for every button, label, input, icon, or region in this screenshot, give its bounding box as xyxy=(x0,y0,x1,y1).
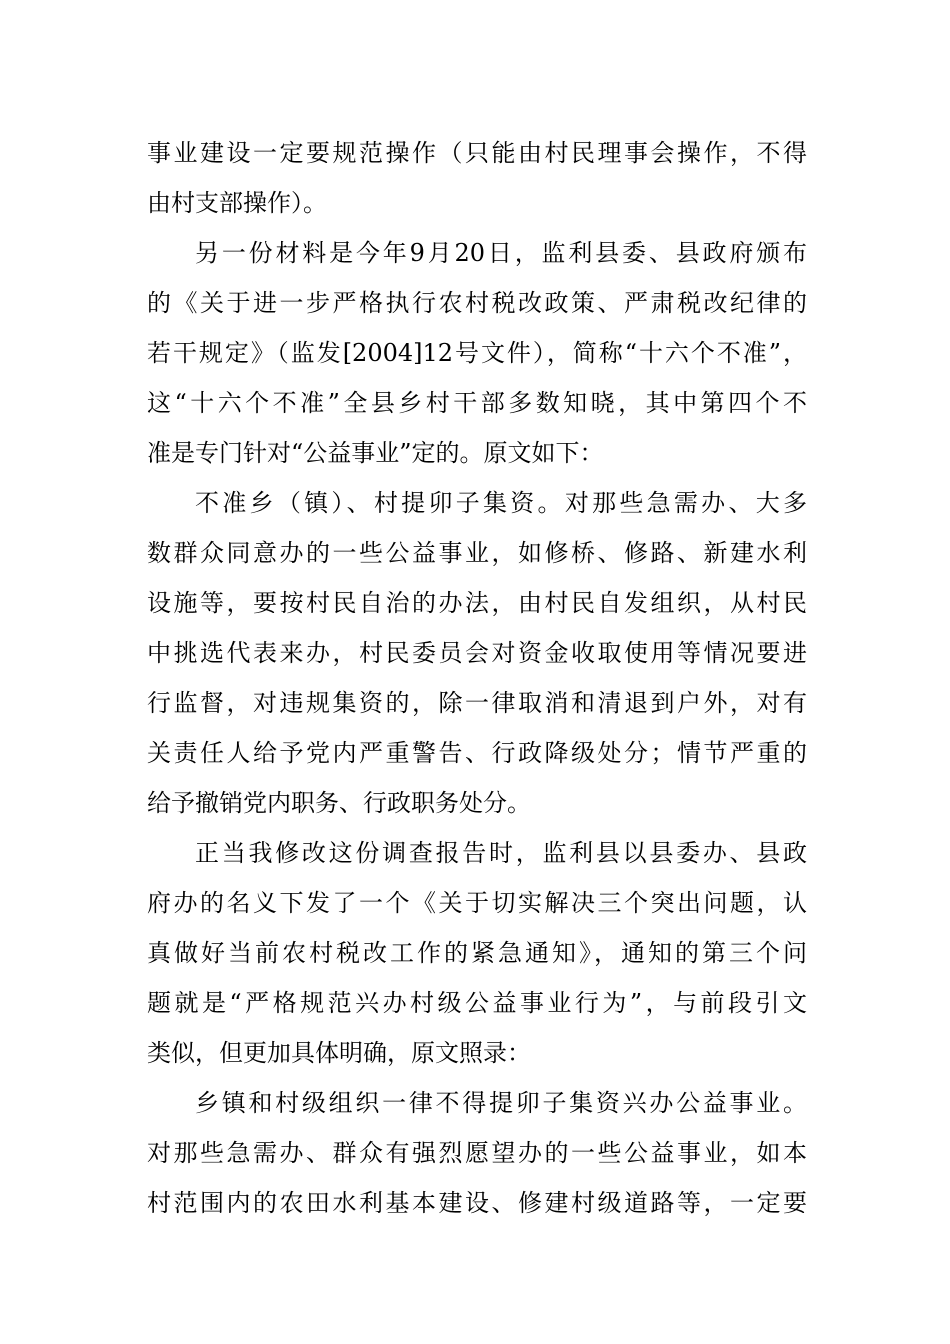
text-line: 事业建设一定要规范操作（只能由村民理事会操作，不得 xyxy=(147,139,807,167)
text-line: 类似，但更加具体明确，原文照录： xyxy=(147,1039,531,1067)
paragraph-1 xyxy=(147,128,807,228)
text-line: 由村支部操作）。 xyxy=(147,189,327,217)
text-line: 准是专门针对“公益事业”定的。原文如下： xyxy=(147,439,604,467)
text-line: 对那些急需办、群众有强烈愿望办的一些公益事业，如本 xyxy=(147,1139,807,1167)
text-line: 这“十六个不准”全县乡村干部多数知晓，其中第四个不 xyxy=(147,389,807,417)
text-line: 不准乡（镇）、村提卯子集资。对那些急需办、大多 xyxy=(195,489,807,517)
text-line: 设施等，要按村民自治的办法，由村民自发组织，从村民 xyxy=(147,589,807,617)
paragraph-5 xyxy=(147,1078,807,1228)
text-line: 关责任人给予党内严重警告、行政降级处分；情节严重的 xyxy=(147,739,807,767)
text-line: 另一份材料是今年9月20日，监利县委、县政府颁布 xyxy=(195,239,807,267)
text-line: 数群众同意办的一些公益事业，如修桥、修路、新建水利 xyxy=(147,539,807,567)
text-line: 题就是“严格规范兴办村级公益事业行为”，与前段引文 xyxy=(147,989,807,1017)
text-line: 若干规定》（监发[2004]12号文件），简称“十六个不准”， xyxy=(147,339,807,367)
text-line: 府办的名义下发了一个《关于切实解决三个突出问题，认 xyxy=(147,889,807,917)
paragraph-2 xyxy=(147,228,807,478)
paragraph-4 xyxy=(147,828,807,1078)
document-body xyxy=(147,128,807,1228)
text-line: 乡镇和村级组织一律不得提卯子集资兴办公益事业。 xyxy=(195,1089,807,1117)
text-line: 的《关于进一步严格执行农村税改政策、严肃税改纪律的 xyxy=(147,289,807,317)
text-line: 行监督，对违规集资的，除一律取消和清退到户外，对有 xyxy=(147,689,807,717)
paragraph-3 xyxy=(147,478,807,828)
text-line: 正当我修改这份调查报告时，监利县以县委办、县政 xyxy=(195,839,807,867)
text-line: 给予撤销党内职务、行政职务处分。 xyxy=(147,789,531,817)
text-line: 村范围内的农田水利基本建设、修建村级道路等，一定要 xyxy=(147,1189,807,1217)
text-line: 真做好当前农村税改工作的紧急通知》，通知的第三个问 xyxy=(147,939,807,967)
text-line: 中挑选代表来办，村民委员会对资金收取使用等情况要进 xyxy=(147,639,807,667)
